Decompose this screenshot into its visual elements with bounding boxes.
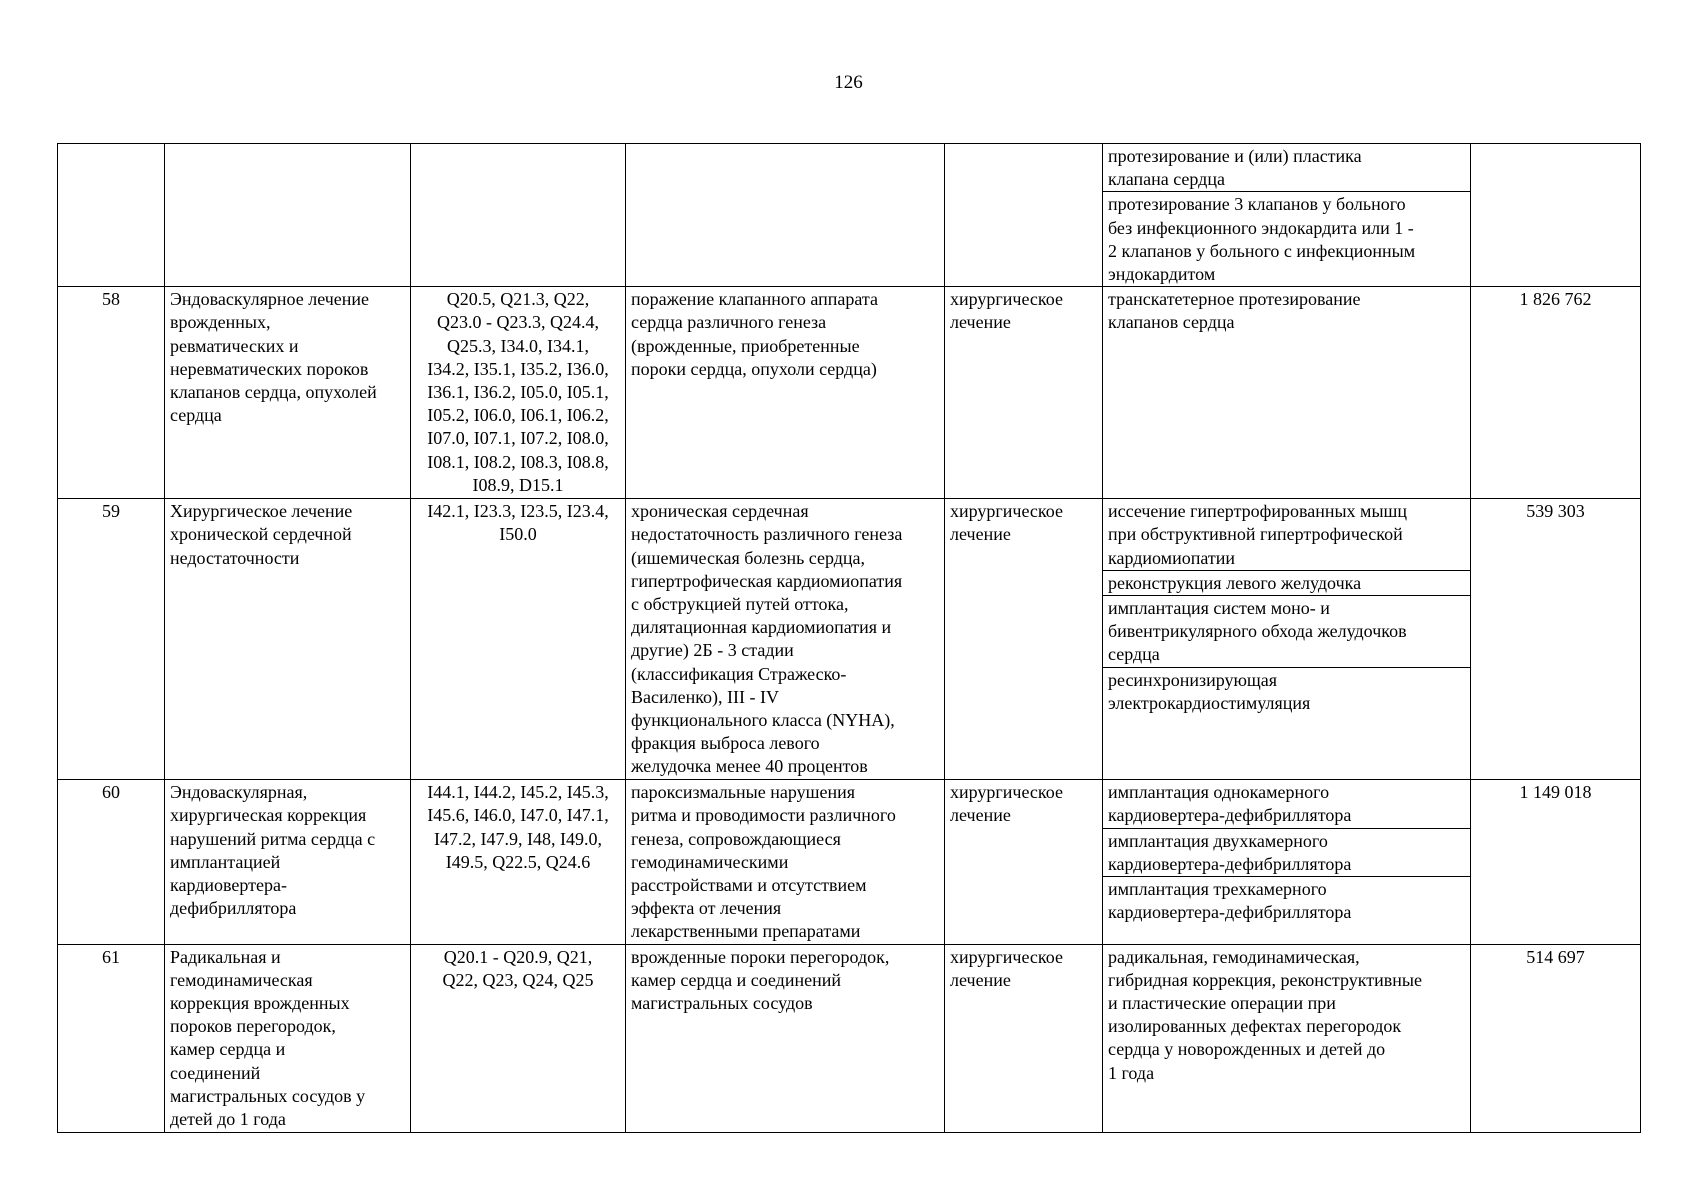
icd-codes-cell: I42.1, I23.3, I23.5, I23.4, I50.0 (411, 499, 626, 780)
treatment-type-cell: хирургическое лечение (945, 287, 1103, 499)
row-number: 58 (58, 287, 165, 499)
patient-model-cell: пароксизмальные нарушения ритма и проводимости различного генеза, сопровождающиеся гемодинамическими расстройствами и отсутствием эффекта от лечения лекарственными препаратами (626, 780, 945, 944)
medical-care-table (57, 143, 1641, 1133)
care-type-cell: Радикальная и гемодинамическая коррекция врожденных пороков перегородок, камер сердца и соединений магистральных сосудов у детей до 1 года (165, 944, 411, 1132)
cost-cell: 1 149 018 (1471, 780, 1641, 944)
method-item: иссечение гипертрофированных мышц при обструктивной гипертрофической кардиомиопатии (1108, 501, 1408, 568)
care-type-cell: Эндоваскулярное лечение врожденных, ревматических и неревматических пороков клапанов сердца, опухолей сердца (165, 287, 411, 499)
method-item: протезирование и (или) пластика клапана сердца (1108, 146, 1362, 190)
method-item: имплантация однокамерного кардиовертера-дефибриллятора (1108, 782, 1352, 826)
icd-codes-cell: Q20.5, Q21.3, Q22, Q23.0 - Q23.3, Q24.4, Q25.3, I34.0, I34.1, I34.2, I35.1, I35.2, I36.0, I36.1, I36.2, I05.0, I05.1, I05.2, I06.0, I06.1, I06.2, I07.0, I07.1, I07.2, I08.0, I08.1, I08.2, I08.3, I08.8, I08.9, D15.1 (411, 287, 626, 499)
row-number (58, 144, 165, 287)
row-number: 59 (58, 499, 165, 780)
treatment-type-cell (945, 144, 1103, 287)
method-item: реконструкция левого желудочка (1103, 570, 1470, 595)
care-type-cell: Эндоваскулярная, хирургическая коррекция нарушений ритма сердца с имплантацией кардиовертера- дефибриллятора (165, 780, 411, 944)
table-row (58, 780, 1641, 944)
table-row (58, 499, 1641, 780)
method-item: ресинхронизирующая электрокардиостимуляция (1103, 667, 1470, 715)
treatment-methods-cell (1103, 144, 1471, 287)
method-item: имплантация трехкамерного кардиовертера-дефибриллятора (1103, 876, 1470, 924)
treatment-type-cell: хирургическое лечение (945, 499, 1103, 780)
treatment-methods-cell (1103, 944, 1471, 1132)
table-row (58, 944, 1641, 1132)
icd-codes-cell: I44.1, I44.2, I45.2, I45.3, I45.6, I46.0, I47.0, I47.1, I47.2, I47.9, I48, I49.0, I49.5, Q22.5, Q24.6 (411, 780, 626, 944)
page-number: 126 (834, 72, 863, 93)
row-number: 61 (58, 944, 165, 1132)
icd-codes-cell (411, 144, 626, 287)
method-item: протезирование 3 клапанов у больного без инфекционного эндокардита или 1 - 2 клапанов у больного с инфекционным эндокардитом (1103, 191, 1470, 286)
cost-cell: 539 303 (1471, 499, 1641, 780)
method-item: транскатетерное протезирование клапанов сердца (1108, 289, 1361, 333)
cost-cell: 514 697 (1471, 944, 1641, 1132)
cost-cell (1471, 144, 1641, 287)
method-item: радикальная, гемодинамическая, гибридная коррекция, реконструктивные и пластические операции при изолированных дефектах перегородок сердца у новорожденных и детей до 1 года (1108, 946, 1422, 1083)
treatment-methods-cell (1103, 499, 1471, 780)
patient-model-cell (626, 144, 945, 287)
treatment-methods-cell (1103, 287, 1471, 499)
table-row (58, 144, 1641, 287)
patient-model-cell: поражение клапанного аппарата сердца различного генеза (врожденные, приобретенные пороки сердца, опухоли сердца) (626, 287, 945, 499)
treatment-methods-cell (1103, 780, 1471, 944)
method-item: имплантация двухкамерного кардиовертера-дефибриллятора (1103, 828, 1470, 876)
treatment-type-cell: хирургическое лечение (945, 780, 1103, 944)
care-type-cell: Хирургическое лечение хронической сердечной недостаточности (165, 499, 411, 780)
method-item: имплантация систем моно- и бивентрикулярного обхода желудочков сердца (1103, 595, 1470, 667)
patient-model-cell: хроническая сердечная недостаточность различного генеза (ишемическая болезнь сердца, гипертрофическая кардиомиопатия с обструкцией путей оттока, дилятационная кардиомиопатия и другие) 2Б - 3 стадии (классификация Стражеско- Василенко), III - IV функционального класса (NYHA), фракция выброса левого желудочка менее 40 процентов (626, 499, 945, 780)
table-row (58, 287, 1641, 499)
icd-codes-cell: Q20.1 - Q20.9, Q21, Q22, Q23, Q24, Q25 (411, 944, 626, 1132)
cost-cell: 1 826 762 (1471, 287, 1641, 499)
row-number: 60 (58, 780, 165, 944)
care-type-cell (165, 144, 411, 287)
patient-model-cell: врожденные пороки перегородок, камер сердца и соединений магистральных сосудов (626, 944, 945, 1132)
treatment-type-cell: хирургическое лечение (945, 944, 1103, 1132)
